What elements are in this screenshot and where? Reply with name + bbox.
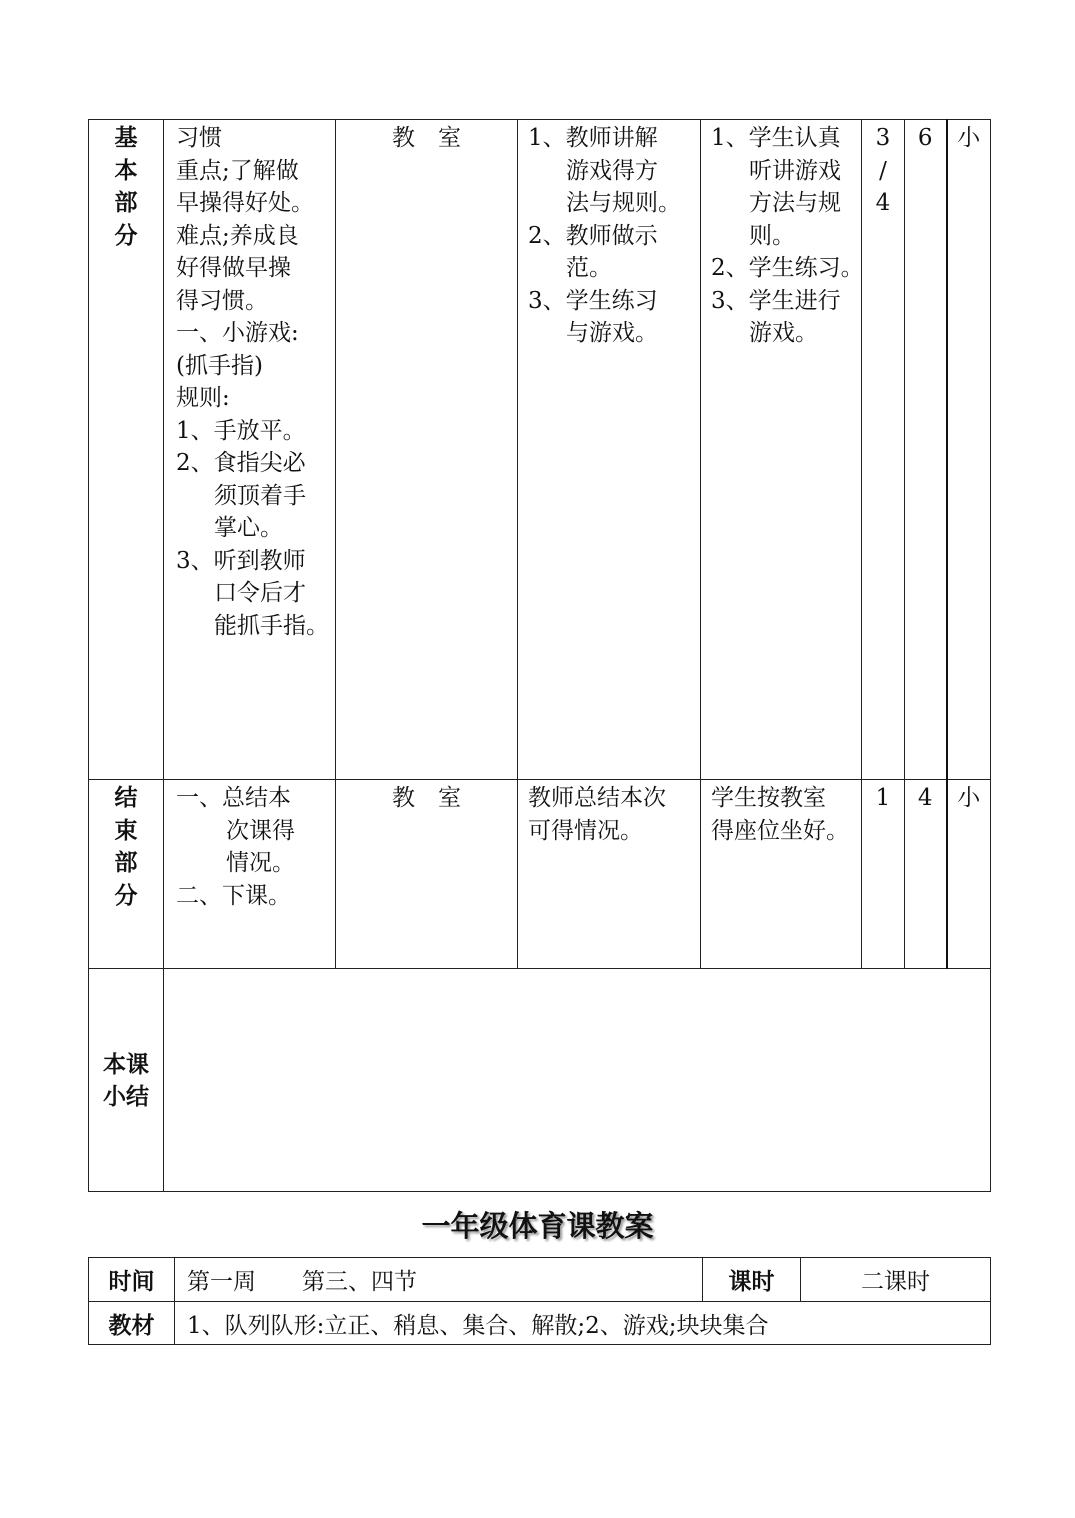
ending-section-row	[89, 780, 991, 969]
material-label: 教材	[89, 1302, 175, 1345]
period-value: 二课时	[801, 1258, 991, 1302]
summary-row	[89, 969, 991, 1192]
basic-section-times: 3 / 4	[862, 120, 905, 780]
summary-content	[164, 969, 991, 1192]
basic-section-teacher-activity: 1、教师讲解 游戏得方 法与规则。 2、教师做示 范。 3、学生练习 与游戏。	[518, 120, 701, 780]
ending-section-content: 一、总结本 次课得 情况。 二、下课。	[164, 780, 336, 969]
ending-section-location: 教 室	[336, 780, 518, 969]
time-row	[89, 1258, 991, 1302]
ending-section-intensity: 小	[947, 780, 991, 969]
ending-section-student-activity: 学生按教室 得座位坐好。	[701, 780, 862, 969]
ending-section-teacher-activity: 教师总结本次 可得情况。	[518, 780, 701, 969]
period-label: 课时	[703, 1258, 801, 1302]
material-value: 1、队列队形:立正、稍息、集合、解散;2、游戏;块块集合	[175, 1302, 991, 1345]
second-plan-header-table	[88, 1257, 991, 1345]
basic-section-student-activity: 1、学生认真 听讲游戏 方法与规 则。 2、学生练习。 3、学生进行 游戏。	[701, 120, 862, 780]
lesson-plan-table	[88, 119, 991, 1192]
page-title: 一年级体育课教案	[421, 1209, 654, 1243]
basic-section-minutes: 6	[905, 120, 947, 780]
time-value: 第一周 第三、四节	[175, 1258, 703, 1302]
ending-section-minutes: 4	[905, 780, 947, 969]
time-label: 时间	[89, 1258, 175, 1302]
material-row	[89, 1302, 991, 1345]
ending-section-label: 结 束 部 分	[89, 780, 164, 969]
basic-section-intensity: 小	[947, 120, 991, 780]
ending-section-times: 1	[862, 780, 905, 969]
basic-section-row	[89, 120, 991, 780]
basic-section-content: 习惯 重点;了解做 早操得好处。 难点;养成良 好得做早操 得习惯。 一、小游戏: (抓手指) 规则: 1、手放平。 2、食指尖必 须顶着手 掌心。 3、听到教师 口令后才 能抓手指。	[164, 120, 336, 780]
summary-label: 本课 小结	[89, 969, 164, 1192]
basic-section-location: 教 室	[336, 120, 518, 780]
basic-section-label: 基 本 部 分	[89, 120, 164, 780]
